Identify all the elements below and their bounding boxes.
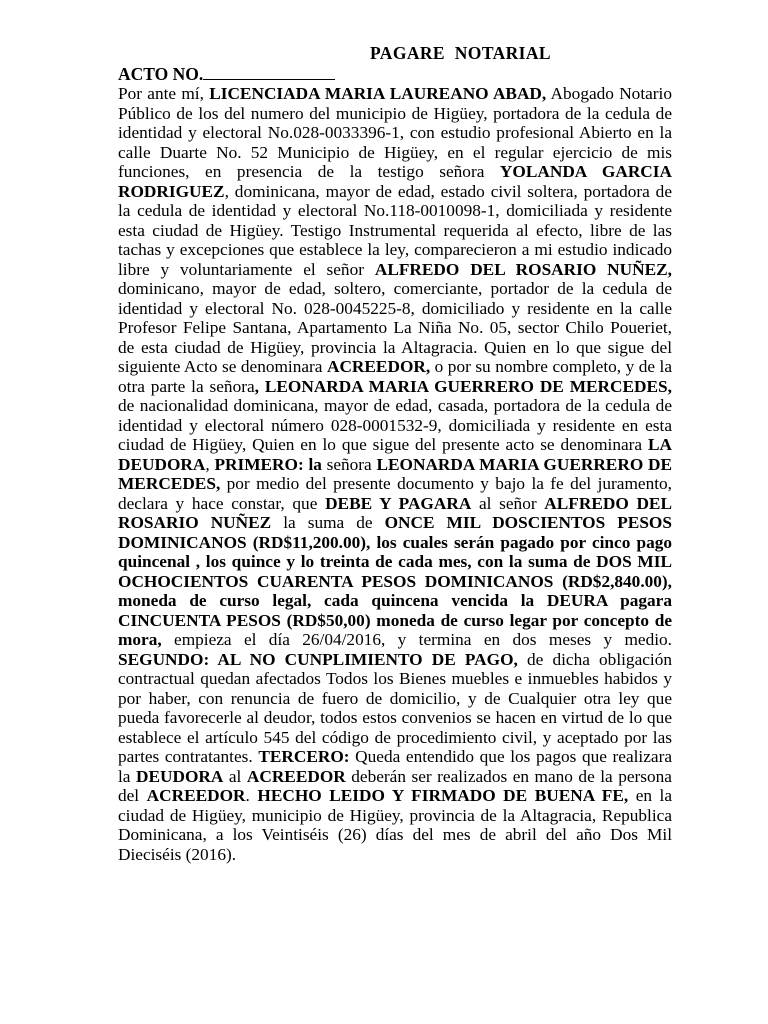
document-body-paragraph (118, 84, 672, 864)
body-text-run: o por su nombre completo, y de la otra parte la señora (118, 357, 672, 396)
body-text-run: Por ante mí, (118, 84, 210, 103)
body-text-run: Queda entendido que los pagos que realizara la (118, 747, 673, 786)
document-title: PAGARE NOTARIAL (370, 43, 551, 63)
body-bold-run: ACREEDOR, (326, 357, 431, 376)
body-bold-run: los cuales serán pagado por cinco pago quincenal , los quince y lo treinta de cada mes, con la suma de DOS MIL OCHOCIENTOS CUARENTA PESOS DOMINICANOS (RD$2,840.00), moneda de curso legal, cada quincena vencida la DEURA pagara CINCUENTA PESOS (RD$50,00) moneda de curso legar por concepto de mora, (118, 532, 672, 649)
body-text-run: , (205, 454, 215, 474)
body-bold-run: ALFREDO DEL ROSARIO NUÑEZ (118, 493, 672, 532)
acto-number-blank (203, 64, 335, 80)
body-text-run: deberán ser realizados en mano de la persona del (118, 766, 672, 805)
body-text-run: empieza el día 26/04/2016, y termina en dos meses y medio. (161, 630, 672, 649)
body-text-run: , dominicana, mayor de edad, estado civil soltera, portadora de la cedula de identidad y electoral No.118-0010098-1, domiciliada y residente esta ciudad de Higüey. Testigo Instrumental requerida al efecto, libre de las tachas y excepciones que establece la ley, comparecieron a mi estudio indicado libre y voluntariamente el señor (118, 181, 672, 279)
body-bold-run: DEBE Y PAGARA (325, 493, 472, 513)
body-text-run: dominicano, mayor de edad, soltero, comerciante, portador de la cedula de identidad y electoral No. 028-0045225-8, domiciliado y residente en la calle Profesor Felipe Santana, Apartamento La Niña No. 05, sector Chilo Poueriet, de esta ciudad de Higüey, provincia la Altagracia. Quien en lo que sigue del siguiente Acto se denominara (118, 279, 672, 376)
body-bold-run: ACREEDOR (146, 786, 246, 805)
body-text-run: al señor (471, 493, 545, 513)
body-bold-run: ALFREDO DEL ROSARIO NUÑEZ, (374, 259, 672, 279)
body-text-run: al (223, 766, 247, 786)
acto-number-label: ACTO NO. (118, 64, 204, 84)
body-bold-run: HECHO LEIDO Y FIRMADO DE BUENA FE, (257, 786, 629, 805)
body-text-run: por medio del presente documento y bajo la fe del juramento, declara y hace constar, que (118, 474, 672, 513)
body-bold-run: PRIMERO: la (214, 454, 322, 474)
body-bold-run: LEONARDA MARIA GUERRERO DE MERCEDES, (118, 454, 672, 493)
body-text-run: Abogado Notario Público de los del numero del municipio de Higüey, portadora de la cedula de identidad y electoral No.028-0033396-1, con estudio profesional Abierto en la calle Duarte No. 52 Municipio de Higüey, en el regular ejercicio de mis funciones, en presencia de la testigo señora (118, 84, 672, 181)
body-bold-run: LA DEUDORA (118, 435, 672, 474)
acto-number-line (118, 63, 335, 85)
body-bold-run: ONCE MIL DOSCIENTOS PESOS DOMINICANOS (RD$11,200.00), (118, 513, 672, 552)
body-bold-run: , LEONARDA MARIA GUERRERO DE MERCEDES, (254, 376, 672, 396)
body-bold-run: LICENCIADA MARIA LAUREANO ABAD, (209, 84, 547, 103)
body-text-run: la suma de (271, 513, 385, 532)
body-bold-run: ACREEDOR (246, 766, 346, 786)
body-bold-run: YOLANDA GARCIA RODRIGUEZ (118, 162, 672, 201)
body-text-run: señora (321, 454, 377, 474)
body-text-run: . (245, 786, 258, 805)
body-bold-run: TERCERO: (258, 747, 350, 766)
body-text-run: de dicha obligación contractual quedan afectados Todos los Bienes muebles e inmuebles habidos y por haber, con renuncia de fuero de domicilio, y de Cualquier otra ley que pueda favorecerle al deudor, todos estos convenios se hacen en virtud de lo que establece el artículo 545 del código de procedimiento civil, y aceptado por las partes contratantes. (118, 649, 672, 766)
body-text-run: de nacionalidad dominicana, mayor de edad, casada, portadora de la cedula de identidad y electoral número 028-0001532-9, domiciliada y residente en esta ciudad de Higüey, Quien en lo que sigue del presente acto se denominara (118, 396, 672, 454)
body-bold-run: SEGUNDO: AL NO CUNPLIMIENTO DE PAGO, (118, 649, 518, 669)
body-text-run: en la ciudad de Higüey, municipio de Higüey, provincia de la Altagracia, Republica Dominicana, a los Veintiséis (26) días del mes de abril del año Dos Mil Dieciséis (2016). (118, 786, 672, 864)
body-bold-run: DEUDORA (135, 766, 224, 786)
